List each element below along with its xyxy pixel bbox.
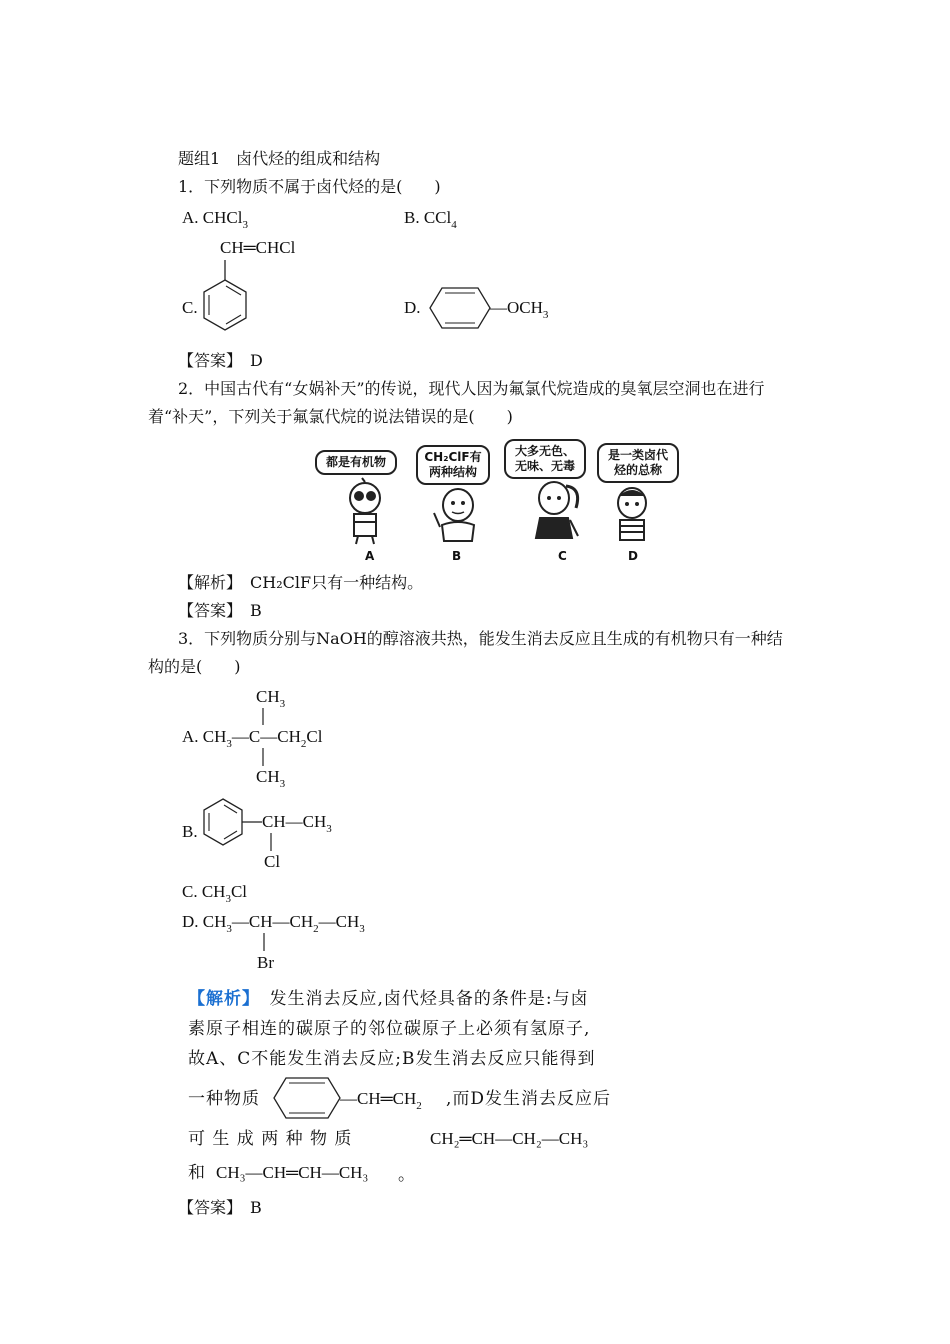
q3-analysis-line6-pre: 和 bbox=[188, 1163, 206, 1183]
q3-analysis-line3: 故A、C不能发生消去反应;B发生消去反应只能得到 bbox=[188, 1049, 596, 1069]
q3-analysis-line1: 【解析】 发生消去反应,卤代烃具备的条件是:与卤 bbox=[188, 989, 589, 1009]
cartoon-b-icon bbox=[432, 485, 482, 545]
q3-analysis-product2: CH₃—CH═CH—CH₃ bbox=[216, 1163, 369, 1182]
q1-d-methoxy: $—OCH_3$ bbox=[490, 298, 549, 321]
q3-analysis-product1: CH₂═CH—CH₂—CH₃ bbox=[430, 1129, 589, 1148]
q3-d-br: Br bbox=[257, 953, 274, 972]
q1-stem: 1．下列物质不属于卤代烃的是( ) bbox=[178, 177, 441, 196]
q3-stem-line2: 构的是( ) bbox=[148, 657, 241, 676]
q1-c-benzene-ring bbox=[200, 258, 252, 342]
q2-answer: 【答案】 B bbox=[178, 601, 262, 620]
bubble-c: 大多无色、 无味、无毒 bbox=[504, 439, 586, 479]
q3-analysis-line6-post: 。 bbox=[398, 1165, 416, 1185]
q1-d-label: D. bbox=[404, 298, 421, 317]
q1-option-b: B. CCl$_4$ bbox=[404, 208, 457, 231]
bubble-d: 是一类卤代 烃的总称 bbox=[597, 443, 679, 483]
cartoon-label-a: A bbox=[365, 549, 375, 563]
q1-answer: 【答案】 D bbox=[178, 351, 263, 370]
bubble-a: 都是有机物 bbox=[315, 450, 397, 475]
q3-analysis-line5-pre: 可 生 成 两 种 物 质 bbox=[188, 1129, 353, 1149]
q3-b-benzene-ring bbox=[200, 797, 264, 859]
q2-stem-line2: 着“补天”，下列关于氟氯代烷的说法错误的是( ) bbox=[148, 407, 513, 426]
q3-b-cl: Cl bbox=[264, 852, 281, 871]
q1-c-label: C. bbox=[182, 298, 198, 317]
q2-analysis: 【解析】 CH₂ClF只有一种结构。 bbox=[178, 573, 424, 592]
q3-analysis-line4-post: ,而D发生消去反应后 bbox=[446, 1089, 612, 1109]
cartoon-a-icon bbox=[340, 478, 390, 544]
cartoon-label-c: C bbox=[558, 549, 567, 563]
q3-b-bond bbox=[270, 833, 274, 853]
q3-b-label: B. bbox=[182, 822, 198, 841]
q3-d-bond bbox=[263, 933, 267, 953]
group-title: 题组1 卤代烃的组成和结构 bbox=[178, 149, 381, 168]
q3-stem-line1: 3．下列物质分别与NaOH的醇溶液共热，能发生消去反应且生成的有机物只有一种结 bbox=[178, 629, 783, 648]
q3-a-bottom-ch3: $CH_3$ bbox=[256, 767, 286, 790]
q3-a-top-ch3: $CH_3$ bbox=[256, 687, 286, 710]
q3-b-chain: $CH—CH_3$ bbox=[262, 812, 332, 835]
q3-analysis-line4-pre: 一种物质 bbox=[188, 1089, 260, 1109]
q3-analysis-vinyl: $—CH═CH_2$ bbox=[340, 1089, 422, 1112]
q1-c-vinyl-group: CH═CHCl bbox=[220, 238, 296, 257]
q2-stem-line1: 2．中国古代有“女娲补天”的传说，现代人因为氟氯代烷造成的臭氧层空洞也在进行 bbox=[178, 379, 765, 398]
bubble-b: CH₂ClF有 两种结构 bbox=[416, 445, 490, 485]
cartoon-label-d: D bbox=[628, 549, 638, 563]
q3-option-d: D. $CH_3—CH—CH_2—CH_3$ bbox=[182, 912, 365, 935]
q3-analysis-line2: 素原子相连的碳原子的邻位碳原子上必须有氢原子, bbox=[188, 1019, 591, 1039]
cartoon-d-icon bbox=[610, 484, 654, 546]
cartoon-c-icon bbox=[530, 478, 586, 544]
cartoon-label-b: B bbox=[452, 549, 462, 563]
q3-option-a: A. $CH_3—C—CH_2Cl$ bbox=[182, 727, 323, 750]
q1-option-a: A. CHCl$_3$ bbox=[182, 208, 248, 231]
q3-answer: 【答案】 B bbox=[178, 1198, 262, 1217]
q3-option-c: C. $CH_3Cl$ bbox=[182, 882, 248, 905]
